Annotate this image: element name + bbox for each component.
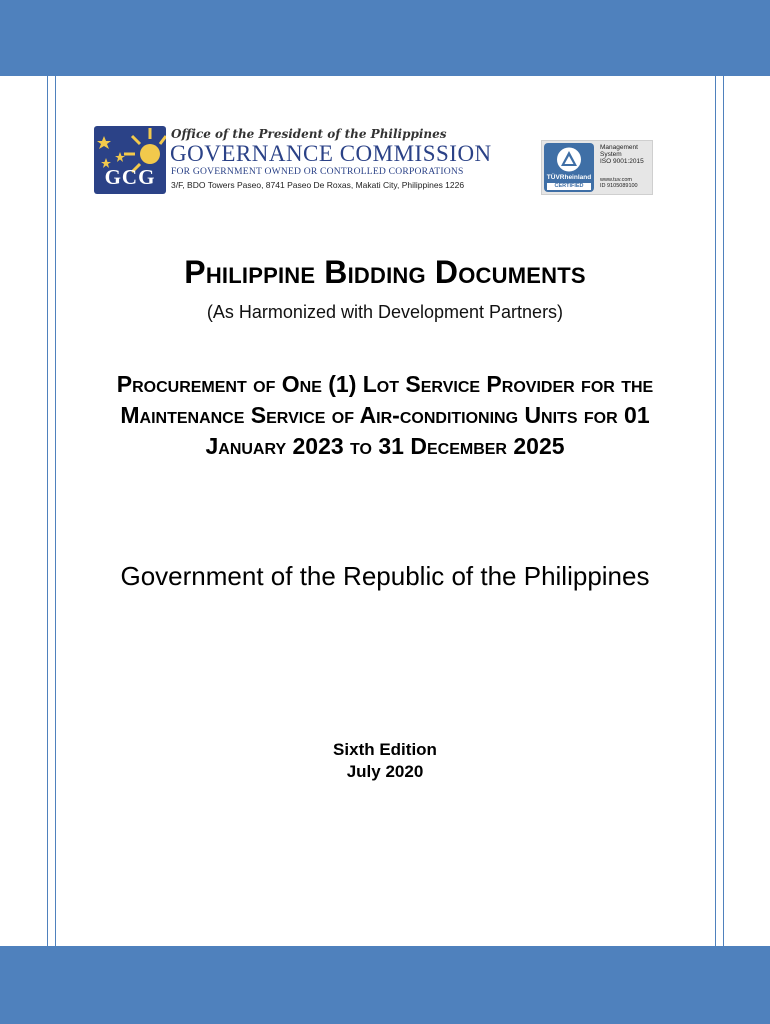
tuv-seal: [544, 143, 594, 192]
tuv-triangle-icon: [556, 146, 582, 173]
procurement-title: Procurement of One (1) Lot Service Provider for the Maintenance Service of Air-conditioning Units for 01 January 2023 to 31 December 2025: [116, 371, 654, 459]
agency-subtitle: FOR GOVERNMENT OWNED OR CONTROLLED CORPORATIONS: [171, 166, 464, 177]
tuv-web-text: [600, 177, 638, 189]
edition-label: Sixth Edition: [333, 740, 437, 759]
gcg-logo: [94, 126, 166, 194]
document-subtitle: (As Harmonized with Development Partners): [206, 302, 564, 322]
management-system-text: [600, 144, 644, 166]
system-line: System: [600, 151, 622, 159]
left-border-line-outer: [47, 76, 48, 946]
office-of-president-line: Office of the President of the Philippines: [171, 127, 447, 141]
gcg-letters: GCG: [104, 165, 156, 189]
tuv-certified-label: CERTIFIED: [547, 183, 591, 190]
system-line: Management: [600, 144, 638, 151]
bottom-color-band: [0, 946, 770, 1024]
web-line: www.tuv.com: [600, 177, 632, 183]
tuv-certification-badge: [541, 140, 653, 195]
left-border-line-inner: [55, 76, 56, 946]
government-name: Government of the Republic of the Philippines: [120, 561, 650, 591]
web-line: ID 9105089100: [600, 183, 638, 189]
edition-block: [0, 739, 770, 783]
edition-date: July 2020: [346, 762, 424, 781]
tuv-brand: TÜVRheinland: [546, 174, 592, 181]
top-color-band: [0, 0, 770, 76]
agency-address: 3/F, BDO Towers Paseo, 8741 Paseo De Roxas, Makati City, Philippines 1226: [171, 180, 465, 190]
system-line: ISO 9001:2015: [600, 158, 644, 166]
right-border-line-outer: [723, 76, 724, 946]
agency-name: GOVERNANCE COMMISSION: [170, 141, 492, 166]
document-title: Philippine Bidding Documents: [184, 254, 586, 290]
right-border-line-inner: [715, 76, 716, 946]
